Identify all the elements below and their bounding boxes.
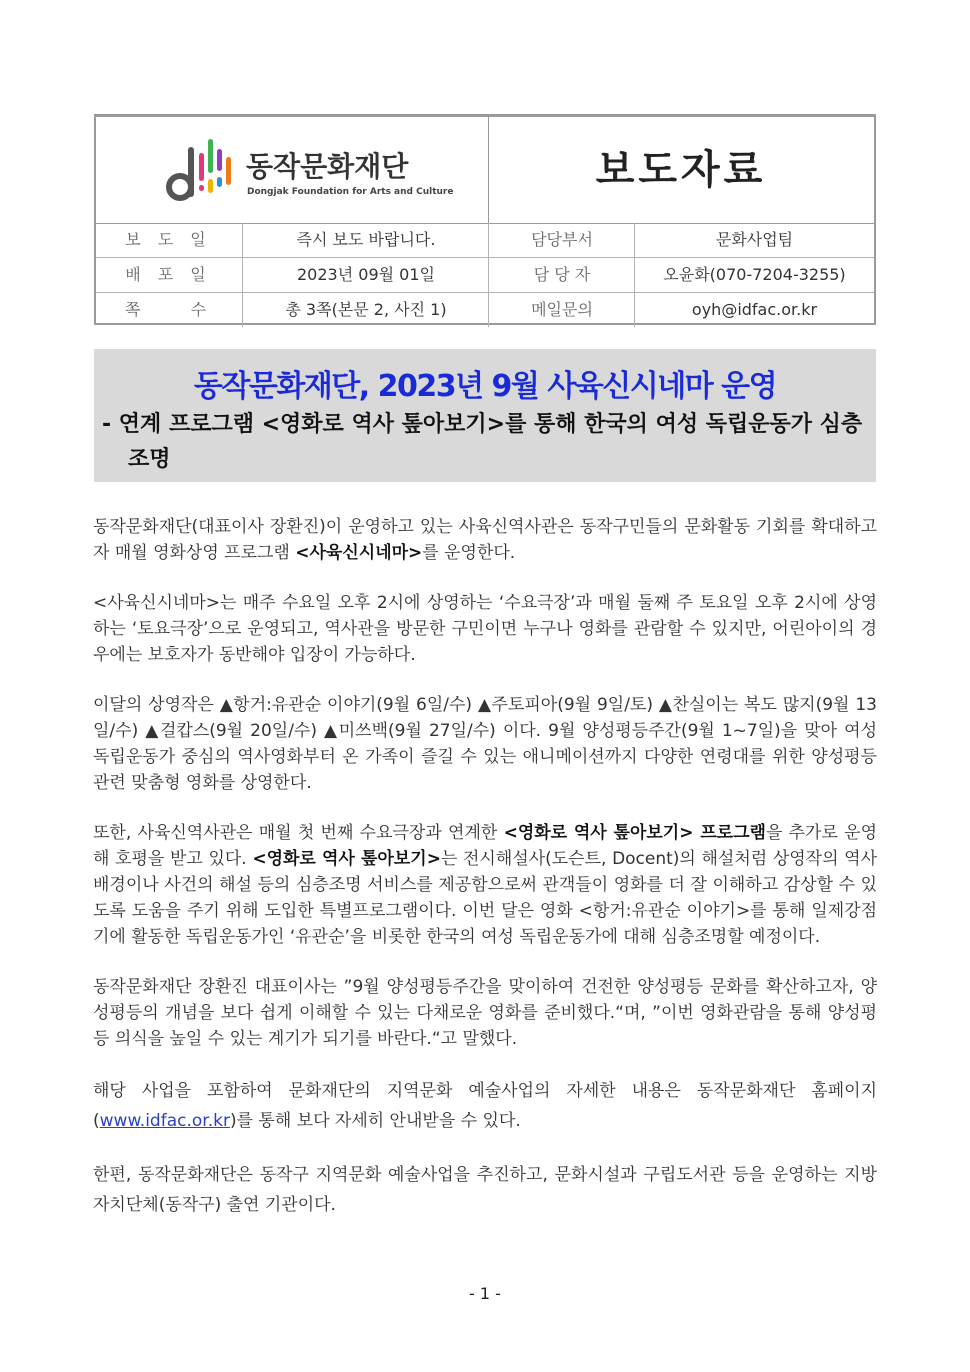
article-body <box>93 514 877 1244</box>
headline: 동작문화재단, 2023년 9월 사육신시네마 운영 <box>193 369 777 404</box>
info-row <box>96 223 874 258</box>
org-name-en: Dongjak Foundation for Arts and Culture <box>247 187 454 197</box>
info-label: 보 도 일 <box>125 230 212 249</box>
info-label: 쪽 수 <box>124 300 213 319</box>
info-value: 즉시 보도 바랍니다. <box>242 223 489 257</box>
homepage-link[interactable]: www.idfac.or.kr <box>99 1111 230 1131</box>
org-name: 동작문화재단 <box>246 150 409 183</box>
header-table <box>94 114 876 325</box>
page-number: - 1 - <box>469 1284 501 1303</box>
info-value: 문화사업팀 <box>634 223 874 257</box>
program-name: <사육신시네마> <box>295 543 423 563</box>
text-span: 해당 사업을 포함하여 문화재단의 지역문화 예술사업의 자세한 내용은 동작문화재단 홈페이지( <box>93 1081 877 1131</box>
info-label: 담 당 자 <box>488 258 635 292</box>
paragraph: 한편, 동작문화재단은 동작구 지역문화 예술사업을 추진하고, 문화시설과 구립도서관 등을 운영하는 지방자치단체(동작구) 출연 기관이다. <box>93 1165 877 1215</box>
paragraph <box>93 820 877 950</box>
foundation-logo <box>166 135 454 207</box>
info-value: 2023년 09월 01일 <box>242 258 489 292</box>
info-value: 오윤화(070-7204-3255) <box>634 258 874 292</box>
info-table <box>96 223 874 323</box>
paragraph <box>93 514 877 566</box>
logo-mark-icon <box>166 135 244 207</box>
text-span: )를 통해 보다 자세히 안내받을 수 있다. <box>229 1111 521 1131</box>
text-span: 동작문화재단(대표이사 장환진)이 운영하고 있는 사육신역사관은 동작구민들의 문화활동 기회를 확대하고자 매월 영화상영 프로그램 <box>93 517 877 563</box>
info-row <box>96 258 874 293</box>
program-name: <영화로 역사 톺아보기> 프로그램 <box>503 823 766 843</box>
paragraph <box>93 1076 877 1136</box>
subheadline: - 연계 프로그램 <영화로 역사 톺아보기>를 통해 한국의 여성 독립운동가 심층 조명 <box>102 412 863 472</box>
contact-email[interactable]: oyh@idfac.or.kr <box>634 293 874 327</box>
info-value: 총 3쪽(본문 2, 사진 1) <box>242 293 489 327</box>
info-label: 담당부서 <box>488 223 635 257</box>
paragraph: <사육신시네마>는 매주 수요일 오후 2시에 상영하는 ‘수요극장’과 매월 둘째 주 토요일 오후 2시에 상영하는 ‘토요극장’으로 운영되고, 역사관을 방문한 구민이면 누구나 영화를 관람할 수 있지만, 어린아이의 경우에는 보호자가 동반해야 입장이 가능하다. <box>93 593 877 665</box>
paragraph: 동작문화재단 장환진 대표이사는 ”9월 양성평등주간을 맞이하여 건전한 양성평등 문화를 확산하고자, 양성평등의 개념을 보다 쉽게 이해할 수 있는 다채로운 영화를 준비했다.“며, ”이번 영화관람을 통해 양성평등 의식을 높일 수 있는 계기가 되기를 바란다.“고 말했다. <box>93 977 877 1049</box>
info-label: 메일문의 <box>488 293 635 327</box>
text-span: 는 전시해설사(도슨트, Docent)의 해설처럼 상영작의 역사배경이나 사건의 해설 등의 심층조명 서비스를 제공함으로써 관객들이 영화를 더 잘 이해하고 감상할 수 있도록 도움을 주기 위해 도입한 특별프로그램이다. 이번 달은 영화 <항거:유관순 이야기>를 통해 일제강점기에 활동한 독립운동가인 ‘유관순’을 비롯한 한국의 여성 독립운동가에 대해 심층조명할 예정이다. <box>93 849 877 947</box>
text-span: 를 운영한다. <box>422 543 516 563</box>
program-name: <영화로 역사 톺아보기> <box>252 849 441 869</box>
info-label: 배 포 일 <box>125 265 212 284</box>
paragraph: 이달의 상영작은 ▲항거:유관순 이야기(9월 6일/수) ▲주토피아(9월 9일/토) ▲찬실이는 복도 많지(9월 13일/수) ▲걸캅스(9월 20일/수) ▲미쓰백(9월 27일/수) 이다. 9월 양성평등주간(9월 1~7일)을 맞아 여성 독립운동가 중심의 역사영화부터 온 가족이 즐길 수 있는 애니메이션까지 다양한 연령대를 위한 양성평등 관련 맞춤형 영화를 상영한다. <box>93 695 877 793</box>
headline-box <box>94 349 876 482</box>
text-span: 또한, 사육신역사관은 매월 첫 번째 수요극장과 연계한 <box>93 823 504 843</box>
header-top <box>96 117 874 224</box>
doc-type-title: 보도자료 <box>595 147 767 193</box>
text-span: 을 추가로 운영해 호평을 받고 있다. <box>93 823 878 869</box>
info-row <box>96 293 874 327</box>
